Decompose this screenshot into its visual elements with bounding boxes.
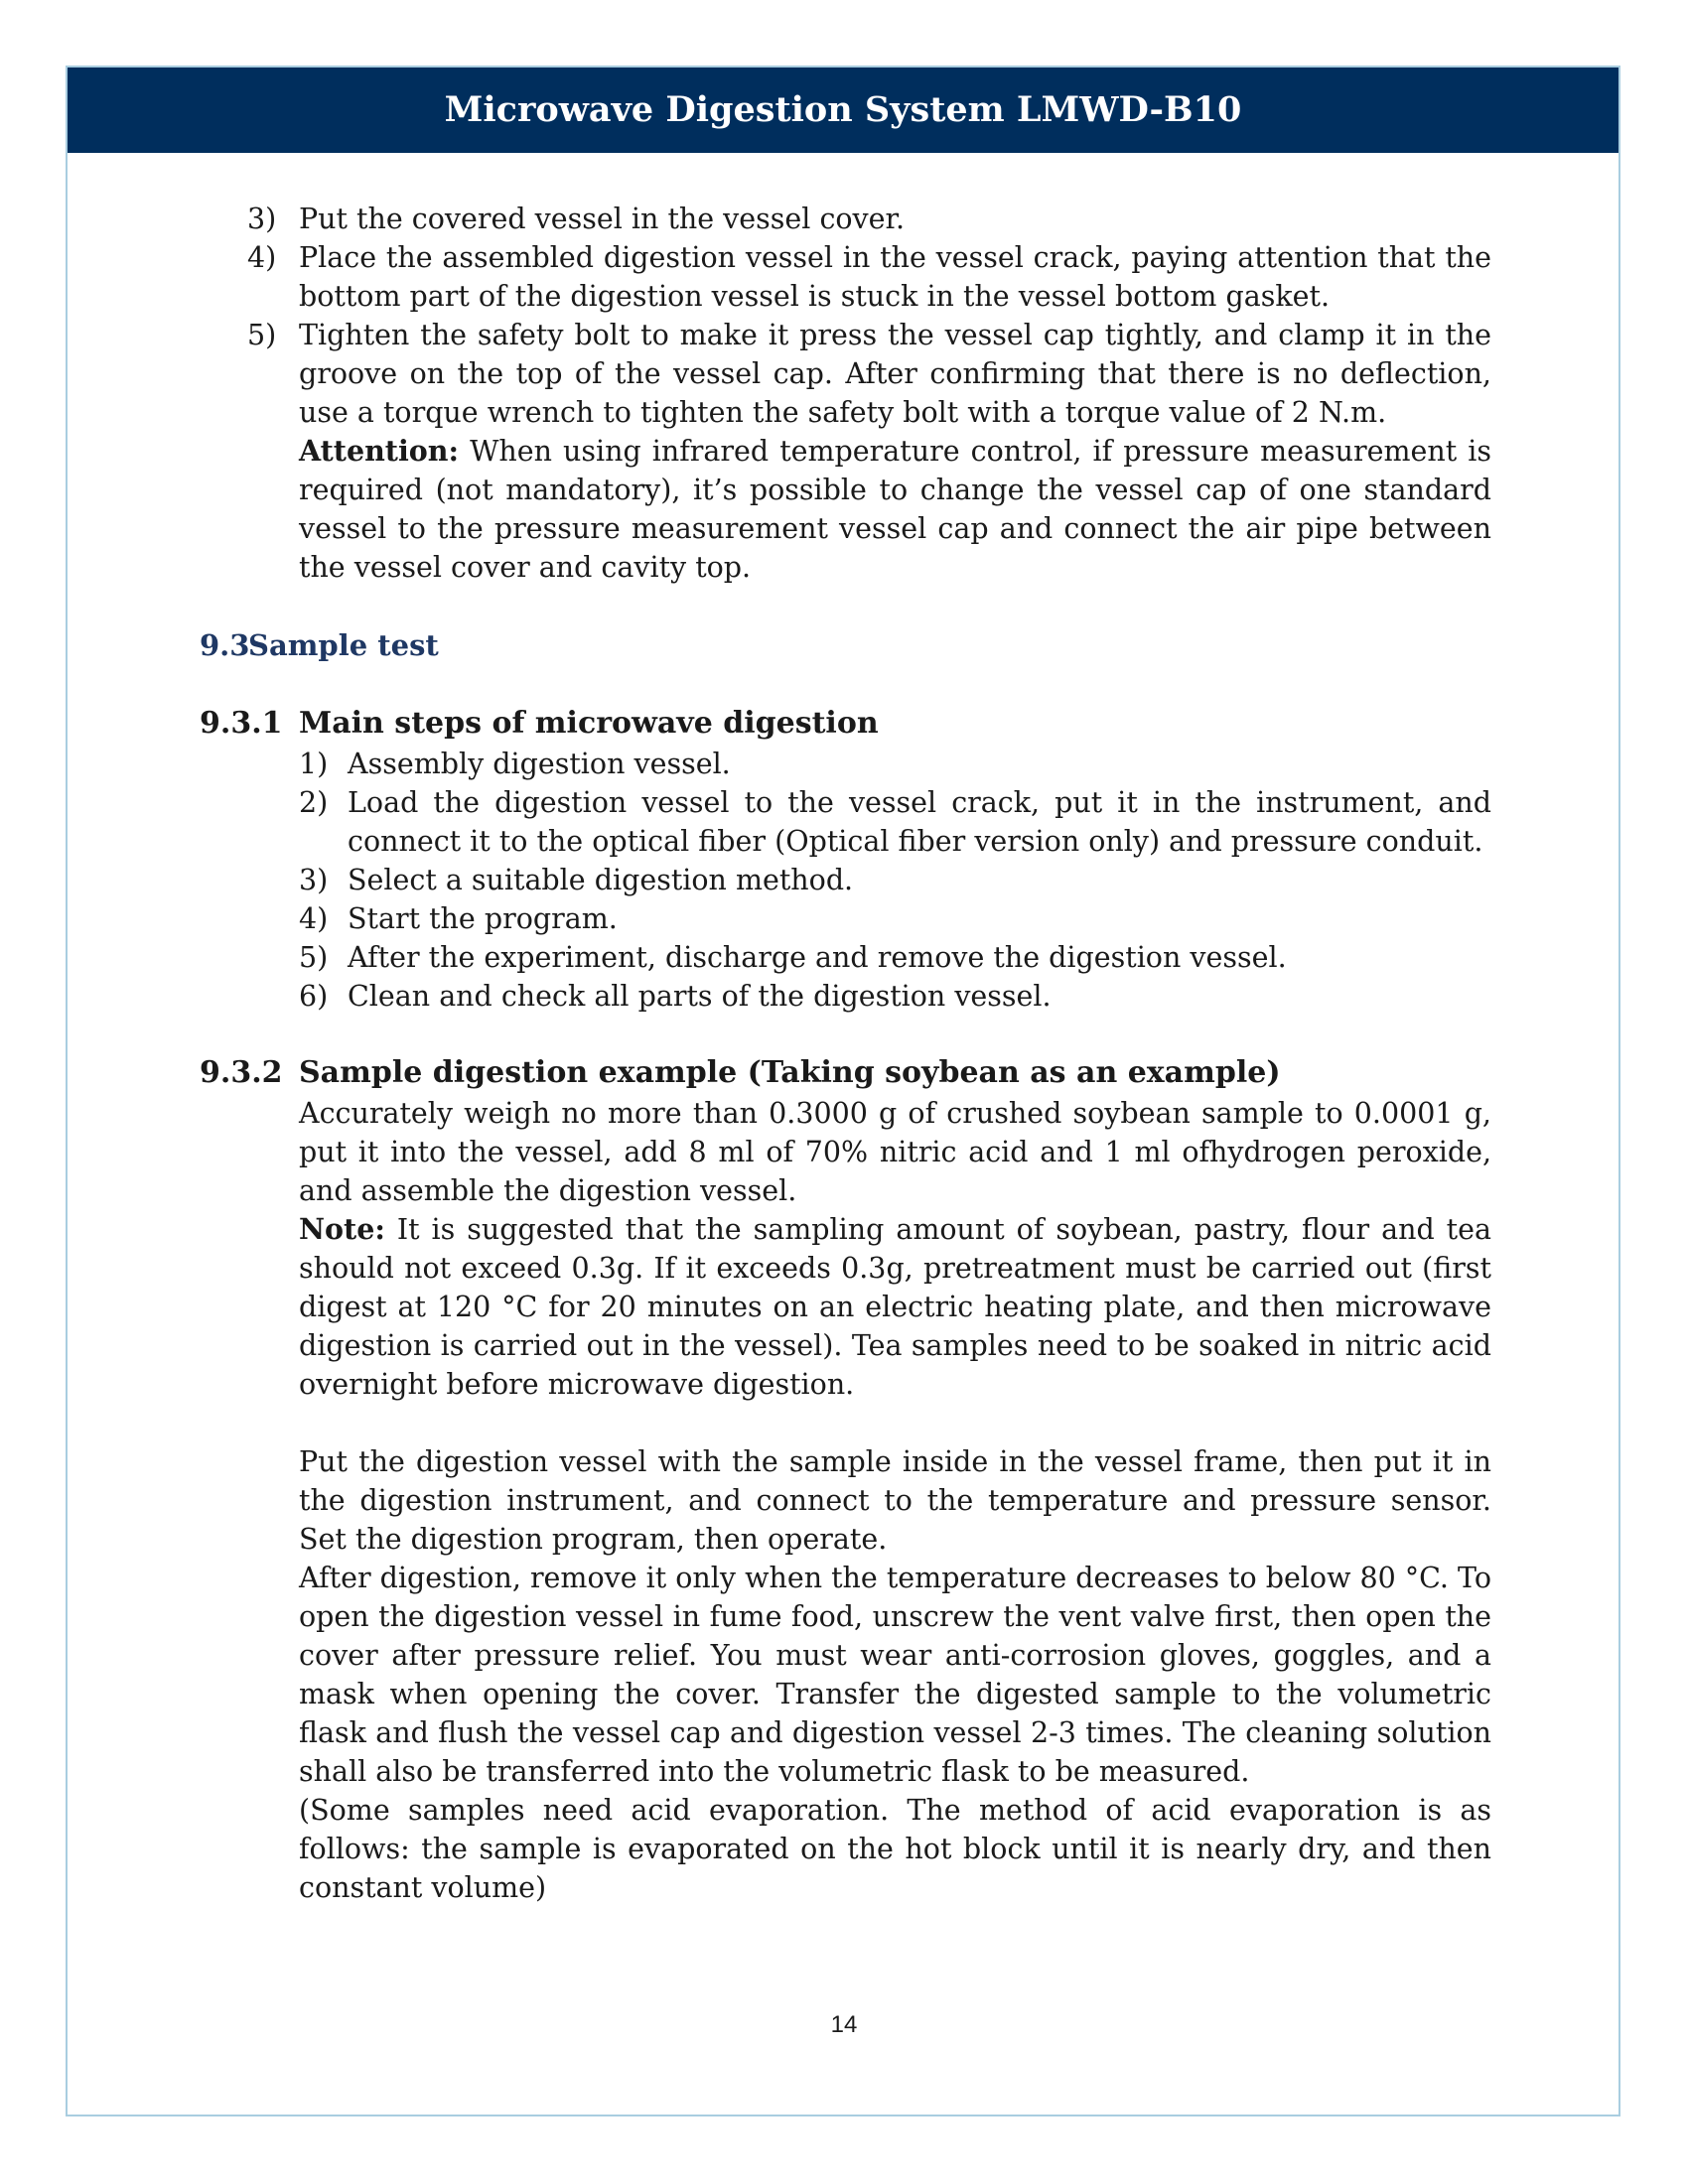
list-number: 5) — [247, 319, 277, 351]
step-text: Assembly digestion vessel. — [348, 748, 731, 780]
note-paragraph — [299, 1210, 1491, 1404]
step-number: 6) — [299, 980, 329, 1013]
section-number: 9.3 — [200, 628, 250, 662]
step-text: After the experiment, discharge and remove the digestion vessel. — [348, 941, 1287, 974]
paragraph: (Some samples need acid evaporation. The method of acid evaporation is as follows: the sample is evaporated on the hot block until it is nearly dry, and then constant volume) — [299, 1794, 1491, 1904]
step-number: 5) — [299, 941, 329, 974]
step-number: 3) — [299, 864, 329, 896]
list-item-text: Put the covered vessel in the vessel cover. — [299, 203, 906, 235]
section-title: Sample test — [248, 628, 439, 662]
attention-text: When using infrared temperature control, if pressure measurement is required (not mandatory), it’s possible to change the vessel cap of one standard vessel to the pressure measurement vessel cap and connect the air pipe between the vessel cover and cavity top. — [299, 435, 1491, 584]
subsection-number: 9.3.1 — [200, 706, 283, 741]
subsection-number: 9.3.2 — [200, 1055, 283, 1090]
list-number: 3) — [247, 203, 277, 235]
step-number: 1) — [299, 748, 329, 780]
list-number: 4) — [247, 241, 277, 274]
step-text: Select a suitable digestion method. — [348, 864, 854, 896]
step-text: Start the program. — [348, 902, 618, 935]
paragraph: Put the digestion vessel with the sample inside in the vessel frame, then put it in the digestion instrument, and connect to the temperature and pressure sensor. Set the digestion program, then operate. — [299, 1445, 1491, 1556]
list-item-text: Tighten the safety bolt to make it press the vessel cap tightly, and clamp it in the groove on the top of the vessel cap. After confirming that there is no deflection, use a torque wrench to tighten the safety bolt with a torque value of 2 N.m. — [299, 319, 1491, 429]
document-header-title: Microwave Digestion System LMWD-B10 — [68, 68, 1618, 153]
subsection-title: Main steps of microwave digestion — [299, 706, 879, 741]
step-number: 4) — [299, 902, 329, 935]
subsection-title: Sample digestion example (Taking soybean as an example) — [299, 1055, 1281, 1090]
step-number: 2) — [299, 786, 329, 819]
paragraph: Accurately weigh no more than 0.3000 g of crushed soybean sample to 0.0001 g, put it into the vessel, add 8 ml of 70% nitric acid and 1 ml ofhydrogen peroxide, and assemble the digestion vessel. — [299, 1097, 1491, 1207]
step-text: Load the digestion vessel to the vessel crack, put it in the instrument, and connect it to the optical fiber (Optical fiber version only) and pressure conduit. — [348, 786, 1491, 858]
step-text: Clean and check all parts of the digestion vessel. — [348, 980, 1052, 1013]
note-text: It is suggested that the sampling amount of soybean, pastry, flour and tea should not exceed 0.3g. If it exceeds 0.3g, pretreatment must be carried out (first digest at 120 °C for 20 minutes on an electric heating plate, and then microwave digestion is carried out in the vessel). Tea samples need to be soaked in nitric acid overnight before microwave digestion. — [299, 1213, 1491, 1401]
attention-label: Attention: — [299, 434, 460, 468]
list-item-text: Place the assembled digestion vessel in the vessel crack, paying attention that the bottom part of the digestion vessel is stuck in the vessel bottom gasket. — [299, 241, 1491, 313]
attention-paragraph — [299, 432, 1491, 587]
note-label: Note: — [299, 1212, 385, 1246]
page-number: 14 — [830, 2011, 858, 2038]
paragraph: After digestion, remove it only when the temperature decreases to below 80 °C. To open the digestion vessel in fume food, unscrew the vent valve first, then open the cover after pressure relief. You must wear anti-corrosion gloves, goggles, and a mask when opening the cover. Transfer the digested sample to the volumetric flask and flush the vessel cap and digestion vessel 2-3 times. The cleaning solution shall also be transferred into the volumetric flask to be measured. — [299, 1562, 1491, 1788]
